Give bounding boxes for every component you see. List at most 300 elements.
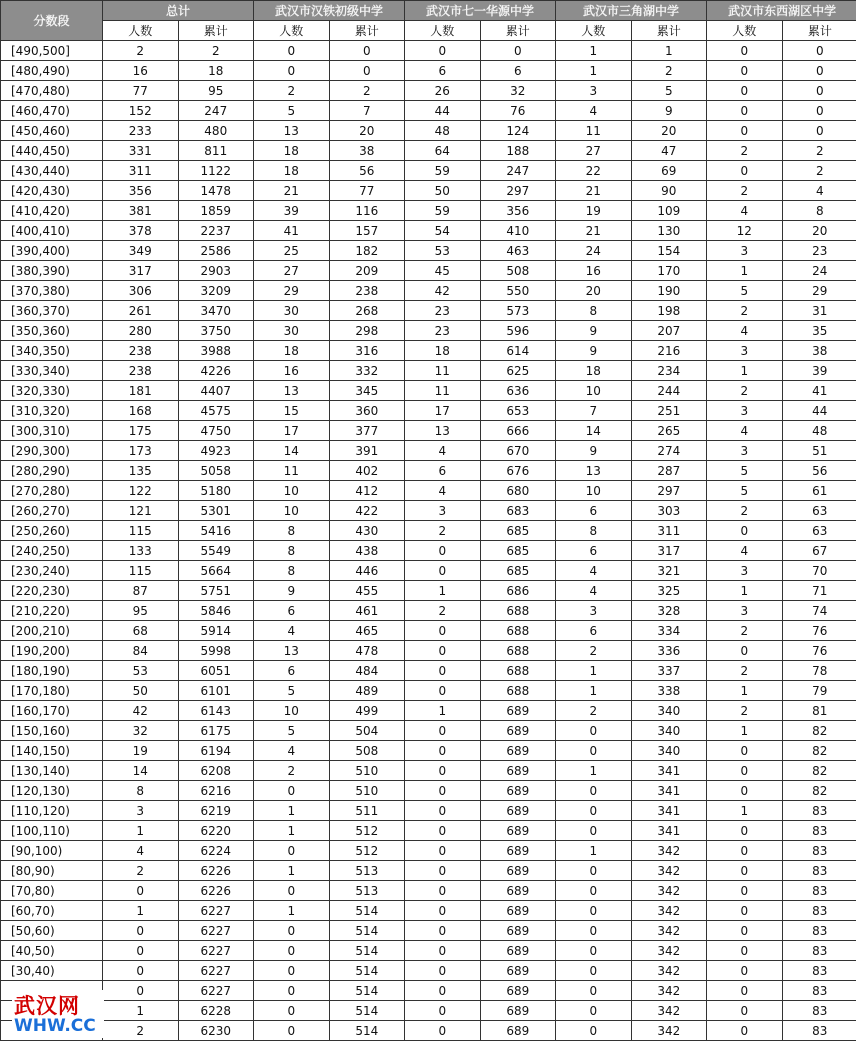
cumulative-cell: 689 — [480, 761, 556, 781]
score-segment-cell: [150,160) — [1, 721, 103, 741]
count-cell: 0 — [707, 1001, 783, 1021]
count-cell: 0 — [707, 861, 783, 881]
table-row — [1, 41, 856, 61]
cumulative-cell: 514 — [329, 921, 405, 941]
table-row — [1, 961, 856, 981]
cumulative-cell: 1478 — [178, 181, 254, 201]
cumulative-cell: 238 — [329, 281, 405, 301]
count-cell: 18 — [254, 161, 330, 181]
cumulative-cell: 6227 — [178, 981, 254, 1001]
count-cell: 23 — [405, 301, 481, 321]
count-cell: 53 — [405, 241, 481, 261]
count-cell: 12 — [707, 221, 783, 241]
score-segment-cell: [190,200) — [1, 641, 103, 661]
count-cell: 9 — [556, 441, 632, 461]
cumulative-cell: 356 — [480, 201, 556, 221]
table-row — [1, 761, 856, 781]
score-segment-cell: [330,340) — [1, 361, 103, 381]
cumulative-header: 累计 — [178, 21, 254, 41]
count-cell: 1 — [556, 681, 632, 701]
cumulative-cell: 48 — [782, 421, 856, 441]
table-row — [1, 1001, 856, 1021]
cumulative-cell: 0 — [782, 61, 856, 81]
count-cell: 18 — [254, 341, 330, 361]
count-cell: 42 — [103, 701, 179, 721]
count-cell: 5 — [707, 461, 783, 481]
count-cell: 1 — [254, 821, 330, 841]
count-cell: 0 — [707, 781, 783, 801]
cumulative-cell: 6226 — [178, 881, 254, 901]
count-cell: 11 — [405, 381, 481, 401]
score-segment-cell: [230,240) — [1, 561, 103, 581]
table-row — [1, 241, 856, 261]
count-cell: 0 — [405, 861, 481, 881]
score-segment-cell: [430,440) — [1, 161, 103, 181]
count-cell: 0 — [556, 941, 632, 961]
count-cell: 6 — [556, 541, 632, 561]
count-cell: 0 — [405, 781, 481, 801]
count-cell: 0 — [707, 901, 783, 921]
cumulative-cell: 689 — [480, 781, 556, 801]
cumulative-cell: 511 — [329, 801, 405, 821]
score-segment-cell: [220,230) — [1, 581, 103, 601]
cumulative-cell: 6175 — [178, 721, 254, 741]
table-row — [1, 141, 856, 161]
score-segment-cell: [350,360) — [1, 321, 103, 341]
count-header: 人数 — [254, 21, 330, 41]
count-cell: 8 — [556, 301, 632, 321]
table-row — [1, 681, 856, 701]
cumulative-cell: 20 — [782, 221, 856, 241]
cumulative-cell: 499 — [329, 701, 405, 721]
cumulative-cell: 76 — [480, 101, 556, 121]
count-cell: 0 — [405, 801, 481, 821]
cumulative-cell: 461 — [329, 601, 405, 621]
cumulative-cell: 9 — [631, 101, 707, 121]
table-row — [1, 861, 856, 881]
cumulative-cell: 6220 — [178, 821, 254, 841]
table-row — [1, 381, 856, 401]
table-row — [1, 661, 856, 681]
count-cell: 0 — [707, 101, 783, 121]
cumulative-cell: 63 — [782, 501, 856, 521]
count-cell: 168 — [103, 401, 179, 421]
table-row — [1, 101, 856, 121]
count-cell: 1 — [556, 841, 632, 861]
cumulative-cell: 342 — [631, 841, 707, 861]
cumulative-cell: 1122 — [178, 161, 254, 181]
cumulative-cell: 5846 — [178, 601, 254, 621]
cumulative-cell: 596 — [480, 321, 556, 341]
cumulative-cell: 688 — [480, 621, 556, 641]
count-cell: 18 — [254, 141, 330, 161]
count-cell: 13 — [254, 641, 330, 661]
cumulative-cell: 209 — [329, 261, 405, 281]
cumulative-cell: 38 — [329, 141, 405, 161]
count-cell: 6 — [556, 621, 632, 641]
table-row — [1, 301, 856, 321]
cumulative-cell: 247 — [178, 101, 254, 121]
count-cell: 173 — [103, 441, 179, 461]
cumulative-cell: 83 — [782, 901, 856, 921]
cumulative-cell: 811 — [178, 141, 254, 161]
table-row — [1, 581, 856, 601]
count-cell: 3 — [103, 801, 179, 821]
score-segment-cell: [50,60) — [1, 921, 103, 941]
table-row — [1, 941, 856, 961]
count-cell: 2 — [405, 521, 481, 541]
cumulative-cell: 316 — [329, 341, 405, 361]
cumulative-cell: 4750 — [178, 421, 254, 441]
count-cell: 23 — [405, 321, 481, 341]
cumulative-cell: 686 — [480, 581, 556, 601]
group-header-row — [1, 1, 856, 21]
score-segment-cell: [360,370) — [1, 301, 103, 321]
cumulative-cell: 20 — [329, 121, 405, 141]
count-cell: 29 — [254, 281, 330, 301]
count-cell: 77 — [103, 81, 179, 101]
count-cell: 5 — [254, 101, 330, 121]
cumulative-cell: 76 — [782, 621, 856, 641]
cumulative-cell: 298 — [329, 321, 405, 341]
cumulative-cell: 274 — [631, 441, 707, 461]
count-cell: 6 — [405, 61, 481, 81]
count-cell: 0 — [405, 841, 481, 861]
count-cell: 10 — [556, 481, 632, 501]
score-segment-cell: [160,170) — [1, 701, 103, 721]
cumulative-cell: 182 — [329, 241, 405, 261]
count-cell: 0 — [707, 161, 783, 181]
count-cell: 0 — [707, 841, 783, 861]
count-cell: 3 — [707, 601, 783, 621]
count-cell: 2 — [556, 641, 632, 661]
count-cell: 0 — [103, 941, 179, 961]
score-segment-cell: [30,40) — [1, 961, 103, 981]
count-cell: 0 — [405, 721, 481, 741]
score-segment-cell: [110,120) — [1, 801, 103, 821]
cumulative-cell: 338 — [631, 681, 707, 701]
cumulative-cell: 82 — [782, 741, 856, 761]
cumulative-cell: 340 — [631, 741, 707, 761]
cumulative-cell: 6227 — [178, 941, 254, 961]
count-cell: 10 — [254, 481, 330, 501]
count-cell: 13 — [254, 121, 330, 141]
cumulative-cell: 6 — [480, 61, 556, 81]
cumulative-cell: 342 — [631, 981, 707, 1001]
cumulative-cell: 342 — [631, 1021, 707, 1041]
count-cell: 0 — [556, 1021, 632, 1041]
count-cell: 6 — [254, 601, 330, 621]
count-cell: 13 — [254, 381, 330, 401]
cumulative-cell: 6216 — [178, 781, 254, 801]
count-cell: 3 — [556, 601, 632, 621]
cumulative-cell: 81 — [782, 701, 856, 721]
score-segment-cell: [240,250) — [1, 541, 103, 561]
table-row — [1, 981, 856, 1001]
cumulative-cell: 510 — [329, 761, 405, 781]
score-segment-cell: [170,180) — [1, 681, 103, 701]
cumulative-cell: 513 — [329, 861, 405, 881]
count-cell: 0 — [405, 961, 481, 981]
cumulative-cell: 83 — [782, 1001, 856, 1021]
score-segment-cell: [480,490) — [1, 61, 103, 81]
count-cell: 0 — [556, 861, 632, 881]
count-cell: 19 — [556, 201, 632, 221]
group-header-total: 总计 — [103, 1, 254, 21]
cumulative-cell: 670 — [480, 441, 556, 461]
cumulative-cell: 402 — [329, 461, 405, 481]
cumulative-cell: 422 — [329, 501, 405, 521]
count-cell: 0 — [405, 1001, 481, 1021]
count-cell: 1 — [254, 861, 330, 881]
cumulative-cell: 2903 — [178, 261, 254, 281]
count-cell: 3 — [405, 501, 481, 521]
cumulative-cell: 234 — [631, 361, 707, 381]
table-row — [1, 601, 856, 621]
cumulative-cell: 247 — [480, 161, 556, 181]
score-segment-cell: [420,430) — [1, 181, 103, 201]
cumulative-cell: 251 — [631, 401, 707, 421]
cumulative-cell: 489 — [329, 681, 405, 701]
score-segment-cell: [340,350) — [1, 341, 103, 361]
cumulative-cell: 689 — [480, 841, 556, 861]
count-cell: 3 — [707, 241, 783, 261]
table-row — [1, 801, 856, 821]
cumulative-cell: 216 — [631, 341, 707, 361]
count-cell: 381 — [103, 201, 179, 221]
count-cell: 0 — [707, 821, 783, 841]
count-cell: 181 — [103, 381, 179, 401]
cumulative-cell: 0 — [329, 41, 405, 61]
count-cell: 0 — [254, 961, 330, 981]
cumulative-cell: 29 — [782, 281, 856, 301]
count-cell: 261 — [103, 301, 179, 321]
count-cell: 5 — [254, 721, 330, 741]
cumulative-cell: 688 — [480, 601, 556, 621]
count-cell: 0 — [405, 661, 481, 681]
count-cell: 21 — [556, 221, 632, 241]
cumulative-cell: 332 — [329, 361, 405, 381]
cumulative-cell: 2 — [782, 161, 856, 181]
score-segment-cell: [320,330) — [1, 381, 103, 401]
cumulative-cell: 6224 — [178, 841, 254, 861]
count-cell: 39 — [254, 201, 330, 221]
count-cell: 10 — [254, 501, 330, 521]
count-cell: 1 — [556, 761, 632, 781]
count-cell: 53 — [103, 661, 179, 681]
group-header-school-1: 武汉市汉铁初级中学 — [254, 1, 405, 21]
count-cell: 0 — [707, 961, 783, 981]
cumulative-cell: 2586 — [178, 241, 254, 261]
count-cell: 0 — [707, 121, 783, 141]
count-cell: 50 — [405, 181, 481, 201]
score-segment-cell: [410,420) — [1, 201, 103, 221]
cumulative-cell: 5914 — [178, 621, 254, 641]
cumulative-cell: 508 — [480, 261, 556, 281]
count-cell: 4 — [707, 321, 783, 341]
cumulative-cell: 5058 — [178, 461, 254, 481]
count-cell: 20 — [556, 281, 632, 301]
count-cell: 3 — [556, 81, 632, 101]
count-cell: 0 — [405, 41, 481, 61]
cumulative-cell: 124 — [480, 121, 556, 141]
cumulative-cell: 438 — [329, 541, 405, 561]
count-cell: 0 — [254, 41, 330, 61]
count-cell: 48 — [405, 121, 481, 141]
count-cell: 1 — [707, 581, 783, 601]
cumulative-cell: 689 — [480, 941, 556, 961]
cumulative-cell: 6227 — [178, 901, 254, 921]
cumulative-cell: 377 — [329, 421, 405, 441]
cumulative-header: 累计 — [782, 21, 856, 41]
cumulative-cell: 345 — [329, 381, 405, 401]
count-cell: 8 — [103, 781, 179, 801]
score-segment-cell: [300,310) — [1, 421, 103, 441]
cumulative-cell: 83 — [782, 841, 856, 861]
count-cell: 0 — [405, 821, 481, 841]
cumulative-cell: 325 — [631, 581, 707, 601]
count-cell: 0 — [556, 901, 632, 921]
cumulative-cell: 688 — [480, 681, 556, 701]
table-row — [1, 481, 856, 501]
cumulative-cell: 6227 — [178, 961, 254, 981]
count-cell: 8 — [556, 521, 632, 541]
count-cell: 1 — [254, 801, 330, 821]
count-cell: 0 — [707, 981, 783, 1001]
cumulative-cell: 6101 — [178, 681, 254, 701]
cumulative-cell: 676 — [480, 461, 556, 481]
table-row — [1, 541, 856, 561]
cumulative-cell: 337 — [631, 661, 707, 681]
table-row — [1, 1021, 856, 1041]
cumulative-cell: 35 — [782, 321, 856, 341]
count-cell: 0 — [707, 1021, 783, 1041]
count-cell: 8 — [254, 561, 330, 581]
count-cell: 0 — [556, 981, 632, 1001]
count-cell: 4 — [707, 201, 783, 221]
cumulative-cell: 341 — [631, 761, 707, 781]
cumulative-cell: 76 — [782, 641, 856, 661]
count-cell: 11 — [556, 121, 632, 141]
cumulative-cell: 321 — [631, 561, 707, 581]
cumulative-cell: 6228 — [178, 1001, 254, 1021]
cumulative-cell: 74 — [782, 601, 856, 621]
count-cell: 1 — [707, 261, 783, 281]
cumulative-cell: 24 — [782, 261, 856, 281]
cumulative-cell: 342 — [631, 921, 707, 941]
count-cell: 0 — [405, 921, 481, 941]
count-cell: 17 — [405, 401, 481, 421]
count-cell: 16 — [556, 261, 632, 281]
count-cell: 0 — [707, 921, 783, 941]
count-cell: 16 — [103, 61, 179, 81]
count-cell: 0 — [707, 41, 783, 61]
cumulative-cell: 685 — [480, 521, 556, 541]
score-segment-cell: [260,270) — [1, 501, 103, 521]
count-cell: 0 — [254, 841, 330, 861]
cumulative-cell: 5751 — [178, 581, 254, 601]
cumulative-cell: 190 — [631, 281, 707, 301]
count-cell: 0 — [556, 721, 632, 741]
count-cell: 9 — [556, 321, 632, 341]
cumulative-cell: 689 — [480, 921, 556, 941]
count-cell: 7 — [556, 401, 632, 421]
count-cell: 1 — [707, 361, 783, 381]
cumulative-cell: 3470 — [178, 301, 254, 321]
cumulative-cell: 680 — [480, 481, 556, 501]
count-cell: 9 — [254, 581, 330, 601]
table-row — [1, 821, 856, 841]
count-cell: 233 — [103, 121, 179, 141]
cumulative-cell: 38 — [782, 341, 856, 361]
score-segment-cell: [100,110) — [1, 821, 103, 841]
count-header: 人数 — [103, 21, 179, 41]
count-cell: 1 — [707, 721, 783, 741]
count-cell: 14 — [254, 441, 330, 461]
count-cell: 311 — [103, 161, 179, 181]
score-segment-cell: [130,140) — [1, 761, 103, 781]
cumulative-cell: 341 — [631, 781, 707, 801]
cumulative-cell: 4407 — [178, 381, 254, 401]
cumulative-cell: 20 — [631, 121, 707, 141]
cumulative-cell: 8 — [782, 201, 856, 221]
cumulative-cell: 514 — [329, 941, 405, 961]
count-cell: 2 — [254, 81, 330, 101]
cumulative-cell: 4923 — [178, 441, 254, 461]
count-cell: 19 — [103, 741, 179, 761]
count-cell: 87 — [103, 581, 179, 601]
table-row — [1, 401, 856, 421]
count-cell: 4 — [707, 541, 783, 561]
cumulative-cell: 478 — [329, 641, 405, 661]
count-cell: 1 — [556, 61, 632, 81]
count-cell: 0 — [556, 821, 632, 841]
count-cell: 4 — [405, 441, 481, 461]
cumulative-cell: 6227 — [178, 921, 254, 941]
score-segment-cell: [70,80) — [1, 881, 103, 901]
count-cell: 0 — [405, 881, 481, 901]
cumulative-cell: 6143 — [178, 701, 254, 721]
count-cell: 14 — [556, 421, 632, 441]
count-cell: 2 — [707, 501, 783, 521]
cumulative-cell: 342 — [631, 881, 707, 901]
score-segment-cell: [280,290) — [1, 461, 103, 481]
cumulative-cell: 244 — [631, 381, 707, 401]
count-cell: 5 — [254, 681, 330, 701]
cumulative-cell: 61 — [782, 481, 856, 501]
cumulative-cell: 514 — [329, 901, 405, 921]
cumulative-cell: 116 — [329, 201, 405, 221]
cumulative-cell: 6208 — [178, 761, 254, 781]
count-cell: 2 — [707, 701, 783, 721]
count-header: 人数 — [707, 21, 783, 41]
cumulative-header: 累计 — [631, 21, 707, 41]
cumulative-cell: 2237 — [178, 221, 254, 241]
cumulative-cell: 625 — [480, 361, 556, 381]
count-cell: 1 — [707, 801, 783, 821]
cumulative-cell: 484 — [329, 661, 405, 681]
cumulative-cell: 342 — [631, 901, 707, 921]
cumulative-cell: 689 — [480, 961, 556, 981]
cumulative-cell: 689 — [480, 721, 556, 741]
count-cell: 1 — [707, 681, 783, 701]
count-cell: 0 — [254, 781, 330, 801]
count-cell: 8 — [254, 541, 330, 561]
count-cell: 0 — [254, 61, 330, 81]
cumulative-cell: 32 — [480, 81, 556, 101]
count-cell: 22 — [556, 161, 632, 181]
cumulative-cell: 342 — [631, 1001, 707, 1021]
